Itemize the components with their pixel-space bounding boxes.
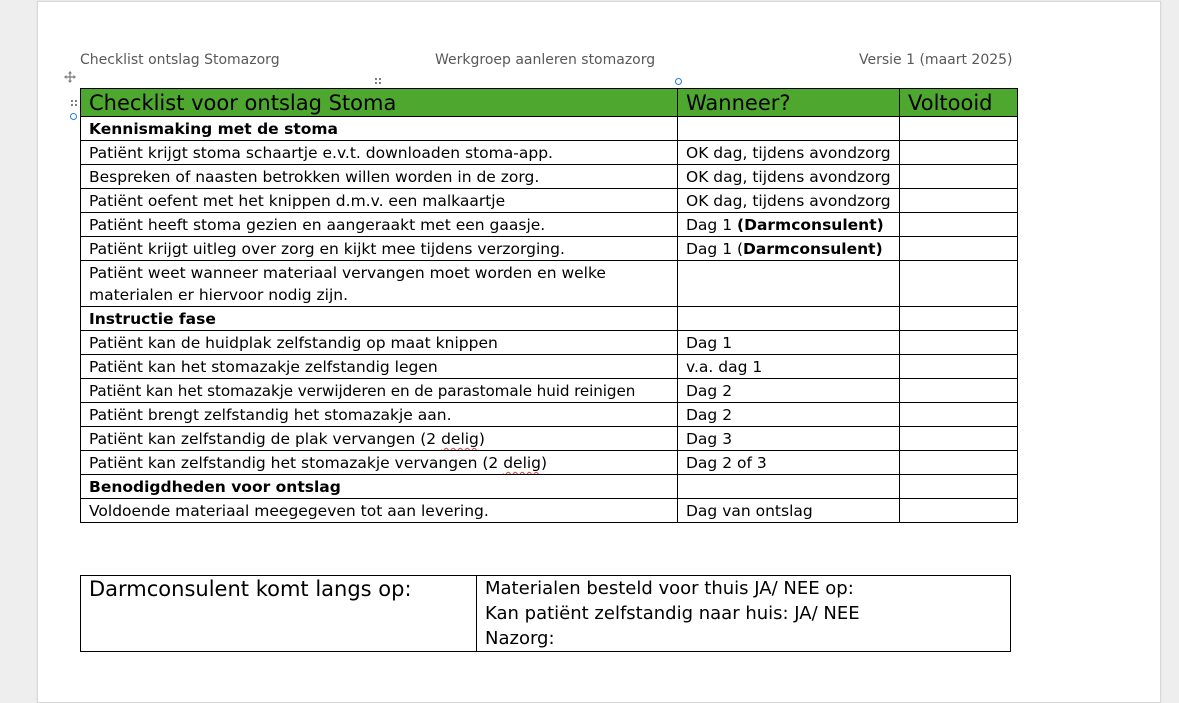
completed-cell[interactable] bbox=[900, 451, 1018, 475]
when-bold-text: Darmconsulent) bbox=[743, 240, 883, 258]
completed-cell[interactable] bbox=[900, 403, 1018, 427]
completed-cell[interactable] bbox=[900, 355, 1018, 379]
task-text: Patiënt kan zelfstandig het stomazakje vervangen (2 bbox=[89, 454, 504, 472]
table-row bbox=[81, 213, 1018, 237]
task-cell bbox=[81, 427, 678, 451]
task-text: ) bbox=[541, 454, 548, 472]
table-row bbox=[81, 379, 1018, 403]
completed-cell[interactable] bbox=[900, 165, 1018, 189]
row-resize-marker[interactable] bbox=[70, 113, 77, 120]
when-bold-text: (Darmconsulent) bbox=[737, 216, 884, 234]
completed-cell[interactable] bbox=[900, 427, 1018, 451]
completed-cell[interactable] bbox=[900, 499, 1018, 523]
task-cell: Patiënt krijgt stoma schaartje e.v.t. downloaden stoma-app. bbox=[81, 141, 678, 165]
task-cell: Patiënt weet wanneer materiaal vervangen moet worden en welke materialen er hiervoor nodig zijn. bbox=[81, 261, 678, 307]
completed-cell[interactable] bbox=[900, 189, 1018, 213]
when-cell[interactable] bbox=[678, 475, 900, 499]
aftercare-line: Nazorg: bbox=[485, 628, 555, 649]
table-row bbox=[81, 451, 1018, 475]
materials-ordered-line: Materialen besteld voor thuis JA/ NEE op: bbox=[485, 578, 854, 599]
table-header-row bbox=[81, 89, 1018, 117]
completed-cell[interactable] bbox=[900, 379, 1018, 403]
task-cell: Patiënt heeft stoma gezien en aangeraakt met een gaasje. bbox=[81, 213, 678, 237]
section-title: Instructie fase bbox=[81, 307, 678, 331]
completed-cell[interactable] bbox=[900, 237, 1018, 261]
when-cell: Dag 3 bbox=[678, 427, 900, 451]
table-row bbox=[81, 355, 1018, 379]
completed-cell[interactable] bbox=[900, 261, 1018, 307]
go-home-independently-line: Kan patiënt zelfstandig naar huis: JA/ NEE bbox=[485, 603, 860, 624]
when-cell: OK dag, tijdens avondzorg bbox=[678, 165, 900, 189]
task-cell bbox=[81, 451, 678, 475]
drag-dots-icon[interactable] bbox=[70, 98, 78, 109]
spellcheck-word[interactable]: delig bbox=[503, 454, 542, 472]
when-cell: OK dag, tijdens avondzorg bbox=[678, 189, 900, 213]
task-cell: Patiënt krijgt uitleg over zorg en kijkt mee tijdens verzorging. bbox=[81, 237, 678, 261]
spellcheck-word[interactable]: delig bbox=[441, 430, 479, 448]
when-cell: Dag 2 bbox=[678, 379, 900, 403]
section-title: Kennismaking met de stoma bbox=[81, 117, 678, 141]
table-row bbox=[81, 331, 1018, 355]
when-cell[interactable] bbox=[678, 117, 900, 141]
task-cell: Patiënt oefent met het knippen d.m.v. een malkaartje bbox=[81, 189, 678, 213]
when-cell: Dag 2 bbox=[678, 403, 900, 427]
column-header-wanneer: Wanneer? bbox=[678, 89, 900, 117]
drag-dots-icon[interactable] bbox=[374, 76, 382, 87]
when-cell bbox=[678, 237, 900, 261]
completed-cell[interactable] bbox=[900, 141, 1018, 165]
consultant-visit-cell[interactable]: Darmconsulent komt langs op: bbox=[81, 576, 477, 652]
discharge-info-cell[interactable] bbox=[477, 576, 1011, 652]
footer-table bbox=[80, 575, 1011, 652]
table-row bbox=[81, 403, 1018, 427]
table-row bbox=[81, 141, 1018, 165]
checklist-table bbox=[80, 88, 1018, 523]
task-cell: Patiënt kan de huidplak zelfstandig op maat knippen bbox=[81, 331, 678, 355]
table-row bbox=[81, 189, 1018, 213]
when-cell bbox=[678, 261, 900, 307]
column-resize-marker[interactable] bbox=[675, 78, 682, 85]
when-text: Dag 1 ( bbox=[686, 240, 744, 258]
task-cell: Bespreken of naasten betrokken willen worden in de zorg. bbox=[81, 165, 678, 189]
table-row bbox=[81, 237, 1018, 261]
completed-cell[interactable] bbox=[900, 117, 1018, 141]
header-left-text: Checklist ontslag Stomazorg bbox=[80, 52, 280, 68]
completed-cell[interactable] bbox=[900, 475, 1018, 499]
task-cell: Patiënt brengt zelfstandig het stomazakje aan. bbox=[81, 403, 678, 427]
completed-cell[interactable] bbox=[900, 331, 1018, 355]
column-header-voltooid: Voltooid bbox=[900, 89, 1018, 117]
completed-cell[interactable] bbox=[900, 213, 1018, 237]
when-cell: OK dag, tijdens avondzorg bbox=[678, 141, 900, 165]
table-row bbox=[81, 427, 1018, 451]
when-cell: Dag 2 of 3 bbox=[678, 451, 900, 475]
when-cell[interactable] bbox=[678, 307, 900, 331]
when-cell: Dag 1 bbox=[678, 331, 900, 355]
header-right-text: Versie 1 (maart 2025) bbox=[859, 52, 1013, 68]
completed-cell[interactable] bbox=[900, 307, 1018, 331]
when-text: Dag 1 bbox=[686, 216, 737, 234]
when-cell: Dag van ontslag bbox=[678, 499, 900, 523]
when-cell bbox=[678, 213, 900, 237]
table-row bbox=[81, 499, 1018, 523]
task-cell: Patiënt kan het stomazakje verwijderen en de parastomale huid reinigen bbox=[81, 379, 678, 403]
column-header-checklist: Checklist voor ontslag Stoma bbox=[81, 89, 678, 117]
task-text: ) bbox=[478, 430, 485, 448]
move-arrows-icon[interactable] bbox=[64, 71, 76, 85]
section-row bbox=[81, 475, 1018, 499]
table-row bbox=[81, 261, 1018, 307]
section-row bbox=[81, 117, 1018, 141]
section-title: Benodigdheden voor ontslag bbox=[81, 475, 678, 499]
when-cell: v.a. dag 1 bbox=[678, 355, 900, 379]
header-center-text: Werkgroep aanleren stomazorg bbox=[435, 52, 656, 68]
task-text: Patiënt kan zelfstandig de plak vervangen (2 bbox=[89, 430, 442, 448]
task-cell: Voldoende materiaal meegegeven tot aan levering. bbox=[81, 499, 678, 523]
section-row bbox=[81, 307, 1018, 331]
table-row bbox=[81, 165, 1018, 189]
task-cell: Patiënt kan het stomazakje zelfstandig legen bbox=[81, 355, 678, 379]
